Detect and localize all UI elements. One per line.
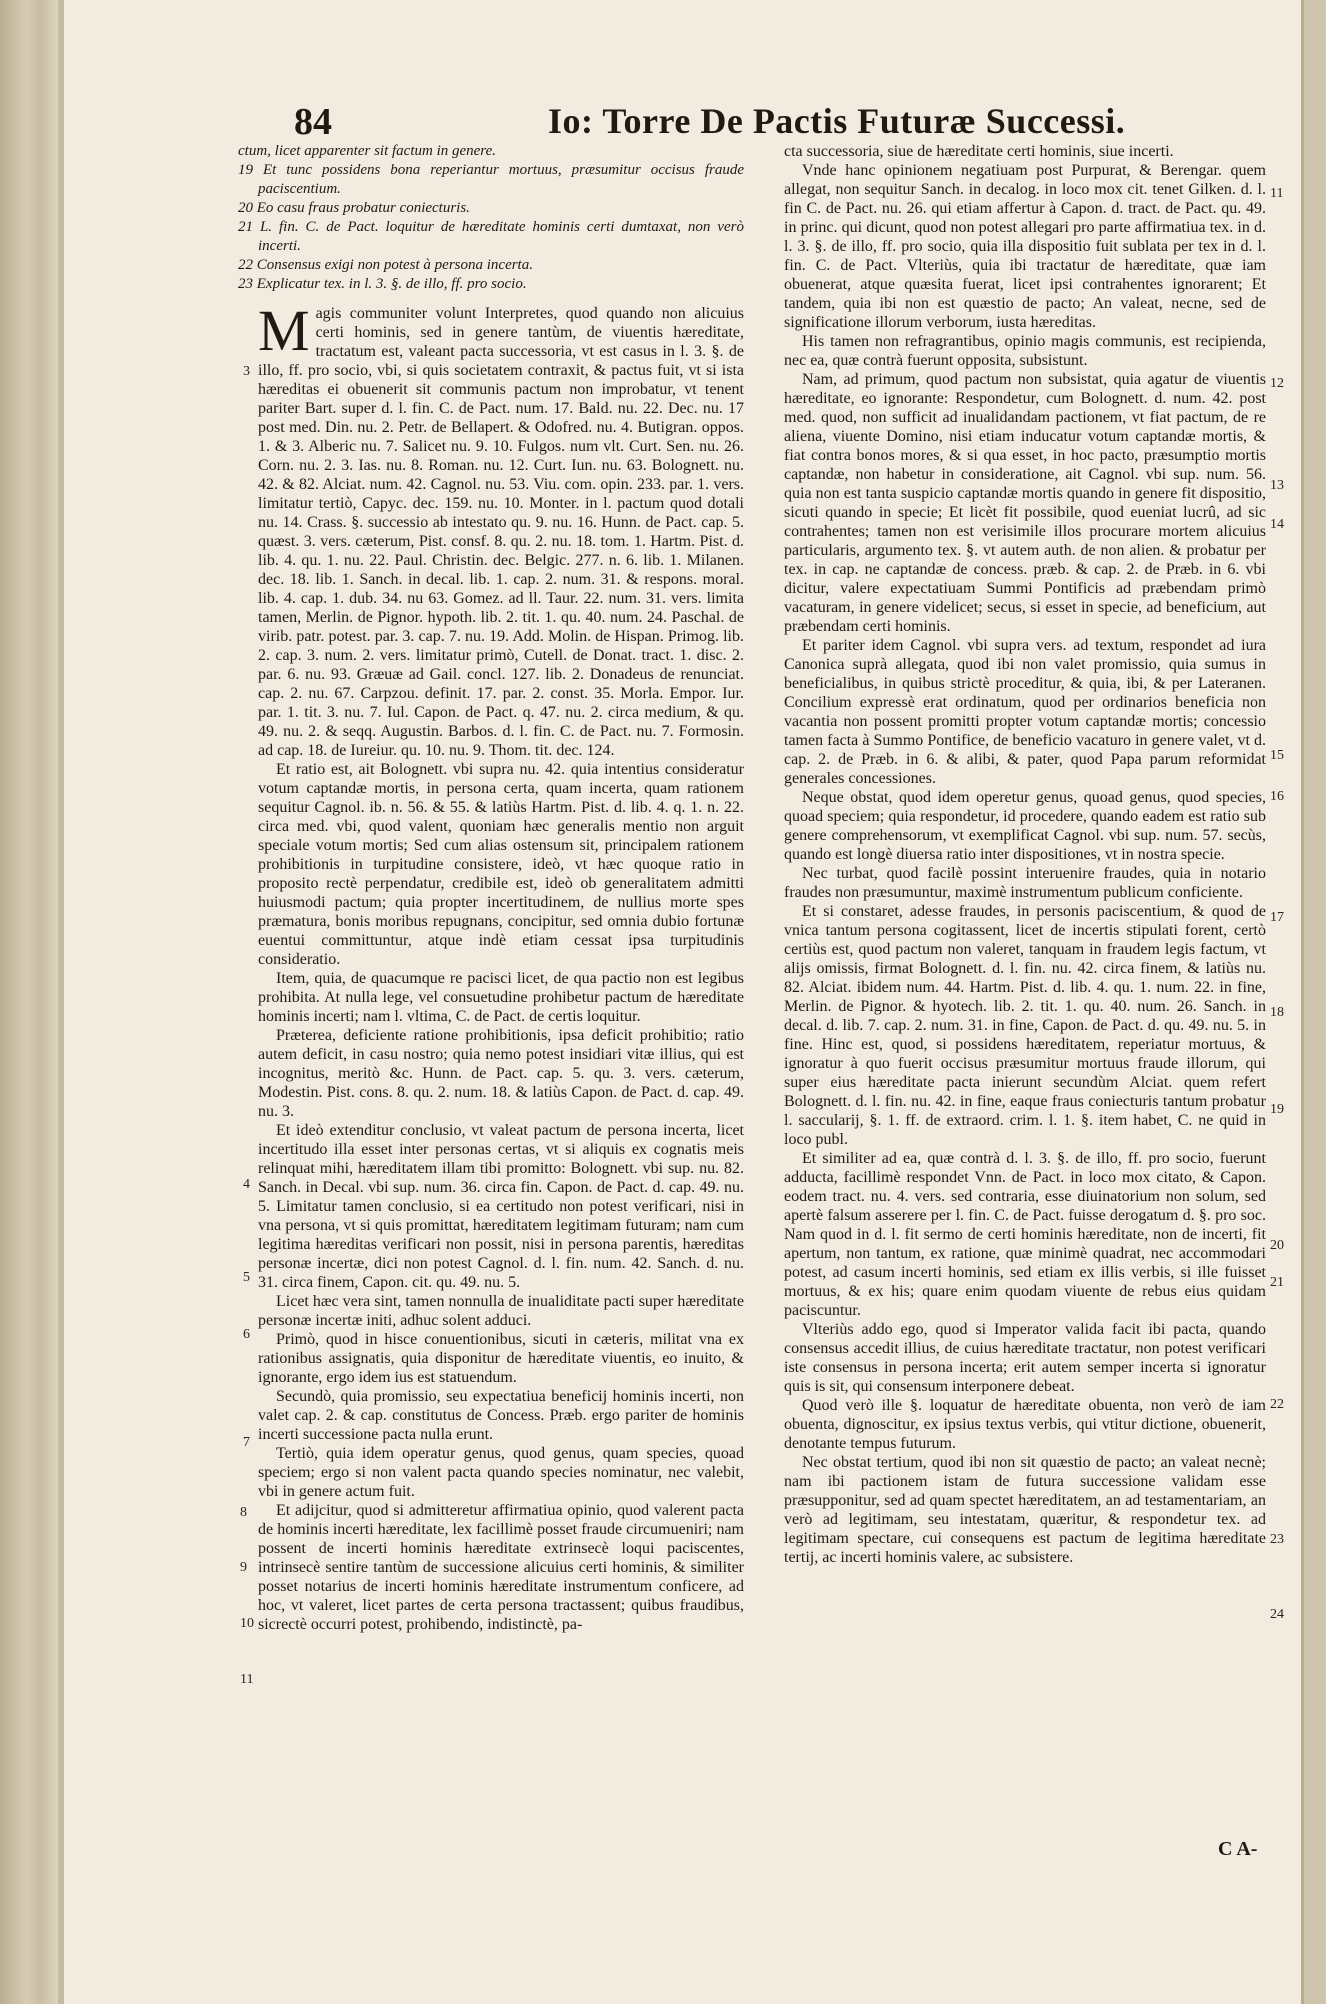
paragraph: Licet hæc vera sint, tamen nonnulla de inualiditate pacti super hæreditate personæ incertæ initi, adhuc solent adduci. bbox=[258, 1293, 744, 1329]
margin-number: 4 bbox=[243, 1177, 250, 1192]
book-binding bbox=[0, 0, 58, 2004]
next-page-strip bbox=[1304, 0, 1326, 2004]
paragraph: Et pariter idem Cagnol. vbi supra vers. ad textum, respondet ad iura Canonica suprà allegata, quod ibi non valet promissio, quia sumus in beneficialibus, in quibus strictè proceditur, & quia, ibi, & per Lateranen. Concilium expressè erat ordinatum, quod per ordinarios beneficia non vacantia non possent promitti propter votum captandæ mortis; concessio tamen facta à Summo Pontifice, de beneficio vacaturo in genere valet, vt d. cap. 2. de Præb. in 6. & alibi, & pater, quod Papa parum reformidat generales concessiones. bbox=[784, 637, 1266, 787]
page-number: 84 bbox=[294, 101, 332, 143]
margin-number: 15 bbox=[1270, 748, 1284, 763]
drop-initial: M bbox=[258, 298, 310, 363]
summary-item: 23 Explicatur tex. in l. 3. §. de illo, ff. pro socio. bbox=[238, 276, 527, 292]
paragraph: Quod verò ille §. loquatur de hæreditate obuenta, non verò de iam obuenta, dignoscitur, ex ipsius textus verbis, qui vtitur dictione, obuenerit, denotante tempus futurum. bbox=[784, 1397, 1266, 1452]
margin-number: 3 bbox=[243, 364, 250, 379]
margin-number: 23 bbox=[1270, 1532, 1284, 1547]
margin-number: 20 bbox=[1270, 1238, 1284, 1253]
margin-number: 6 bbox=[243, 1327, 250, 1342]
paragraph: Et ideò extenditur conclusio, vt valeat pactum de persona incerta, licet incertitudo illa esset inter personas certas, vt si aliquis ex cognatis meis relinquat mihi, hæreditatem illam tibi promitto: Bolognett. vbi sup. nu. 82. Sanch. in Decal. vbi sup. num. 36. circa fin. Capon. de Pact. d. cap. 49. nu. 5. Limitatur tamen conclusio, si ea certitudo non potest verificari, nisi in vna persona, vt si quis promittat, hæreditatem legitimam futuram; nam cum legitima hæreditas verificari non possit, nisi in persona parentis, hæreditas personæ incertæ, dici non potest Cagnol. d. l. fin. num. 42. Sanch. d. nu. 31. circa finem, Capon. cit. qu. 49. nu. 5. bbox=[258, 1122, 744, 1291]
paragraph: Et adijcitur, quod si admitteretur affirmatiua opinio, quod valerent pacta de hominis incerti hæreditate, lex facillimè posset fraude circumueniri; nam possent de incerti hominis hæreditate extrinsecè loqui paciscentes, intrinsecè sentire tantùm de successione alicuius certi hominis, & similiter posset notarius de incerti hominis hæreditate instrumentum conficere, ad hoc, vt valeret, licet partes de certa persona tractassent; quibus fraudibus, sicrectè occurri potest, prohibendo, indistinctè, pa- bbox=[258, 1502, 744, 1633]
paragraph: Et similiter ad ea, quæ contrà d. l. 3. §. de illo, ff. pro socio, fuerunt adducta, facillimè respondet Vnn. de Pact. in loco mox citato, & Capon. eodem tract. nu. 4. vers. sed contraria, esse diuinatorium non solum, sed apertè falsum asserere per l. fin. C. de Pact. fuisse derogatum d. §. pro soc. Nam quod in d. l. fit sermo de certi hominis hæreditate, non de incerti, fit apertum, non tantum, ex ratione, quæ minimè quadrat, nec accommodari potest, ad casum incerti hominis, sed etiam ex illis verbis, si ille fuisset mortuus, & ex his; quare enim quodam viuente de rebus eius quidam paciscuntur. bbox=[784, 1150, 1266, 1319]
paragraph: Magis communiter volunt Interpretes, quod quando non alicuius certi hominis, sed in genere tantùm, de viuentis hæreditate, tractatum est, valeant pacta successoria, vt est casus in l. 3. §. de illo, ff. pro socio, vbi, si quis societatem contraxit, & pactus fuit, vt si ista hæreditas ei obuenerit sit communis pactum non improbatur, vt tenent pariter Bart. super d. l. fin. C. de Pact. num. 17. Bald. nu. 22. Dec. nu. 17 post med. Din. nu. 2. Petr. de Bellapert. & Odofred. nu. 4. Butigran. oppos. 1. & 3. Alberic nu. 7. Salicet nu. 9. 10. Fulgos. num vlt. Curt. Sen. nu. 26. Corn. nu. 2. 3. Ias. nu. 8. Roman. nu. 12. Curt. Iun. nu. 63. Bolognett. nu. 42. & 82. Alciat. num. 42. Cagnol. nu. 53. Viu. com. opin. 233. par. 1. vers. limitatur tertiò, Capyc. dec. 159. nu. 10. Monter. in l. pactum quod dotali nu. 14. Crass. §. successio ab intestato qu. 9. nu. 16. Hunn. de Pact. cap. 5. quæst. 3. vers. cæterum, Pist. consf. 8. qu. 2. nu. 18. tom. 1. Hartm. Pist. d. lib. 4. qu. 1. nu. 22. Paul. Christin. dec. Belgic. 277. n. 6. lib. 1. Milanen. dec. 18. lib. 1. Sanch. in decal. lib. 1. cap. 2. num. 31. & respons. moral. lib. 4. cap. 1. dub. 34. nu 63. Gomez. ad ll. Taur. 22. num. 31. vers. limita tamen, Merlin. de Pignor. hypoth. lib. 2. tit. 1. qu. 40. num. 24. Paschal. de virib. patr. potest. par. 3. cap. 7. nu. 19. Add. Molin. de Hispan. Primog. lib. 2. cap. 3. num. 2. vers. limitatur primò, Cutell. de Donat. tract. 1. disc. 2. par. 6. nu. 93. Græuæ ad Gail. concl. 127. lib. 2. Donadeus de renunciat. cap. 2. nu. 67. Carpzou. definit. 17. par. 2. const. 35. Morla. Empor. Iur. par. 1. tit. 3. nu. 7. Iul. Capon. de Pact. q. 47. nu. 2. circa medium, & qu. 49. nu. 2. & seqq. Augustin. Barbos. d. l. fin. C. de Pact. nu. 7. Formosin. ad cap. 18. de Iureiur. qu. 10. nu. 9. Thom. tit. dec. 124. bbox=[258, 298, 744, 759]
summary-item: 21 L. fin. C. de Pact. loquitur de hæreditate hominis certi dumtaxat, non verò incerti. bbox=[238, 219, 744, 254]
right-column bbox=[784, 142, 1266, 1567]
paragraph: Item, quia, de quacumque re pacisci licet, de qua pactio non est legibus prohibita. At nulla lege, vel consuetudine prohibetur pactum de hæreditate hominis incerti; nam l. vltima, C. de Pact. de certis loquitur. bbox=[258, 970, 744, 1025]
margin-number: 8 bbox=[240, 1505, 247, 1520]
left-column bbox=[238, 142, 744, 1634]
paragraph: Primò, quod in hisce conuentionibus, sicuti in cæteris, militat vna ex rationibus assignatis, quia disponitur de hæreditate viuentis, eo inuito, & ignorante, ergo idem ius est statuendum. bbox=[258, 1331, 744, 1386]
paragraph: Tertiò, quia idem operatur genus, quod genus, quam species, quoad speciem; ergo si non valent pacta quando species nominatur, nec valebit, vbi in genere actum fuit. bbox=[258, 1445, 744, 1500]
summary-item: 19 Et tunc possidens bona reperiantur mortuus, præsumitur occisus fraude paciscentium. bbox=[238, 162, 744, 197]
summary-continuation: ctum, licet apparenter sit factum in genere. bbox=[238, 143, 496, 159]
paragraph: Nec turbat, quod facilè possint interuenire fraudes, quia in notario fraudes non præsumuntur, maximè instrumentum publicum conficiente. bbox=[784, 865, 1266, 901]
paragraph: Neque obstat, quod idem operetur genus, quoad genus, quod species, quoad speciem; quia respondetur, id procedere, quando eadem est ratio sub genere comprehensorum, vt exemplificat Cagnol. vbi sup. num. 57. secùs, quando est longè diuersa ratio inter dispositiones, vt in nostra specie. bbox=[784, 789, 1266, 863]
summary-item: 20 Eo casu fraus probatur coniecturis. bbox=[238, 200, 470, 216]
margin-number: 16 bbox=[1270, 789, 1284, 804]
margin-number: 21 bbox=[1270, 1275, 1284, 1290]
margin-number: 5 bbox=[243, 1270, 250, 1285]
paragraph: Nec obstat tertium, quod ibi non sit quæstio de pacto; an valeat necnè; nam ibi pactionem istam de futura successione validam esse præsupponitur, sed ad quam spectet hæreditatem, an ad testamentariam, an verò ad legitimam, seu intestatam, quæritur, & respondetur tex. ad legitimam spectare, cui consequens est pactum de legitima hæreditate tertij, ac incerti hominis valere, ac subsistere. bbox=[784, 1454, 1266, 1566]
paragraph: Secundò, quia promissio, seu expectatiua beneficij hominis incerti, non valet cap. 2. & cap. constitutus de Concess. Præb. ergo pariter de hominis incerti successione pacta nulla erunt. bbox=[258, 1388, 744, 1443]
paragraph: Nam, ad primum, quod pactum non subsistat, quia agatur de viuentis hæreditate, eo ignorante: Respondetur, cum Bolognett. d. num. 42. post med. quod, non sufficit ad inualidandam pactionem, vt fiat pactum, de re aliena, viuente Domino, nisi etiam inducatur votum captandæ mortis, & fiat contra bonos mores, & si qua esset, in hoc pacto, præsumptio mortis captandæ, non habetur in consideratione, ait Cagnol. vbi sup. num. 56. quia non est tanta suspicio captandæ mortis quando in genere fit dispositio, sicuti quando in specie; Et licèt fit possibile, quod eueniat lucrû, ad sic contrahentes; tamen non est verisimile illos procurare mortem alicuius particularis, argumento tex. §. vt autem auth. de non alien. & probatur per tex. in cap. ne captandæ de concess. præb. & cap. 2. de Præb. in 6. vbi dicitur, valere expectatiuam Summi Pontificis ad præbendam primò vacaturam, in genere videlicet; secus, si esset in specie, ad beneficium, aut præbendam certi hominis. bbox=[784, 371, 1266, 635]
margin-number: 9 bbox=[240, 1560, 247, 1575]
paragraph: Vlteriùs addo ego, quod si Imperator valida facit ibi pacta, quando consensus accedit illius, de cuius hæreditate tractatur, non potest verificari iste consensus in persona incerta; erit autem semper incerta si ignoratur quis is sit, qui consensum interponere debeat. bbox=[784, 1321, 1266, 1395]
margin-number: 12 bbox=[1270, 376, 1284, 391]
margin-number: 22 bbox=[1270, 1397, 1284, 1412]
margin-number: 13 bbox=[1270, 478, 1284, 493]
paragraph: Vnde hanc opinionem negatiuam post Purpurat, & Berengar. quem allegat, non sequitur Sanch. in decalog. in loco mox cit. tenet Gilken. d. l. fin C. de Pact. nu. 26. qui etiam affertur à Capon. d. tract. de Pact. qu. 49. in princ. qui dicunt, quod non potest allegari pro parte affirmatiua tex. in d. l. 3. §. de illo, ff. pro socio, quia illa dispositio fuit sublata per tex in d. l. fin. C. de Pact. Vlteriùs, quia ibi tractatur de hæreditate, quæ iam obuenerat, atque quæsita fuerat, licet ipsi contrahentes ignorarent; Et tandem, quia ibi non est quæstio de pacto; An valeat, necne, sed de significatione illorum verborum, iusta hæreditas. bbox=[784, 162, 1266, 331]
margin-number: 11 bbox=[240, 1672, 254, 1687]
paragraph: Et ratio est, ait Bolognett. vbi supra nu. 42. quia intentius consideratur votum captandæ mortis, in persona certa, quam incerta, quam rationem sequitur Cagnol. ib. n. 56. & 55. & latiùs Hartm. Pist. d. lib. 4. q. 1. n. 22. circa med. vbi, quod valent, quoniam hæc generalis mentio non arguit speciale votum mortis; Sed cum alias ostensum sit, principalem rationem prohibitionis in turpitudine consistere, ideò, vt hæc quoque ratio in proposito rectè perpendatur, credibile est, ideò ob generalitatem admitti huiusmodi pactum; quia propter incertitudinem, de nullius morte spes præmatura, bonis moribus repugnans, concipitur, sed omnia dubio fortunæ euentui committuntur, atque indè etiam cessat ipsa turpitudinis consideratio. bbox=[258, 761, 744, 968]
paragraph: His tamen non refragrantibus, opinio magis communis, est recipienda, nec ea, quæ contrà fuerunt opposita, subsistunt. bbox=[784, 333, 1266, 369]
margin-number: 17 bbox=[1270, 910, 1284, 925]
margin-number: 10 bbox=[240, 1616, 254, 1631]
margin-number: 19 bbox=[1270, 1102, 1284, 1117]
margin-number: 11 bbox=[1270, 186, 1284, 201]
margin-number: 24 bbox=[1270, 1607, 1284, 1622]
running-head: Io: Torre De Pactis Futuræ Successi. bbox=[548, 101, 1126, 141]
margin-number: 7 bbox=[243, 1435, 250, 1450]
paragraph: cta successoria, siue de hæreditate certi hominis, siue incerti. bbox=[784, 143, 1174, 160]
margin-number: 18 bbox=[1270, 1005, 1284, 1020]
paragraph: Et si constaret, adesse fraudes, in personis paciscentium, & quod de vnica tantum persona cogitassent, licet de incertis stipulati forent, certò certiùs est, quod pactum non valeret, tanquam in fraudem legis factum, vt alijs omissis, firmat Bolognett. d. l. fin. nu. 42. circa finem, & latiùs nu. 82. Alciat. ibidem num. 44. Hartm. Pist. d. lib. 4. qu. 1. num. 22. in fine, Merlin. de Pignor. & hyotech. lib. 2. tit. 1. qu. 40. num. 26. Sanch. in decal. d. lib. 7. cap. 2. num. 31. in fine, Capon. de Pact. d. qu. 49. nu. 5. in fine. Hinc est, quod, si possidens hæreditatem, reperiatur mortuus, & ignoratur à quo fuerit occisus præsumitur mortuus fraude illorum, qui super eius hæreditate pacta inierunt secundùm Alciat. quem refert Bolognett. d. l. fin. nu. 42. in fine, eaque fraus coniecturis tantum probatur l. saccularij, §. 1. ff. de extraord. crim. l. 1. §. item habet, C. ne quid in loco publ. bbox=[784, 903, 1266, 1148]
summary-item: 22 Consensus exigi non potest à persona incerta. bbox=[238, 257, 533, 273]
catchword: C A- bbox=[1218, 1838, 1258, 1860]
margin-number: 14 bbox=[1270, 517, 1284, 532]
paragraph: Præterea, deficiente ratione prohibitionis, ipsa deficit prohibitio; ratio autem deficit, in casu nostro; quia nemo potest insidiari vitæ illius, qui est incognitus, meritò &c. Hunn. de Pact. cap. 5. qu. 3. vers. cæterum, Modestin. Pist. cons. 8. qu. 2. num. 18. & latiùs Capon. de Pact. d. cap. 49. nu. 3. bbox=[258, 1027, 744, 1120]
